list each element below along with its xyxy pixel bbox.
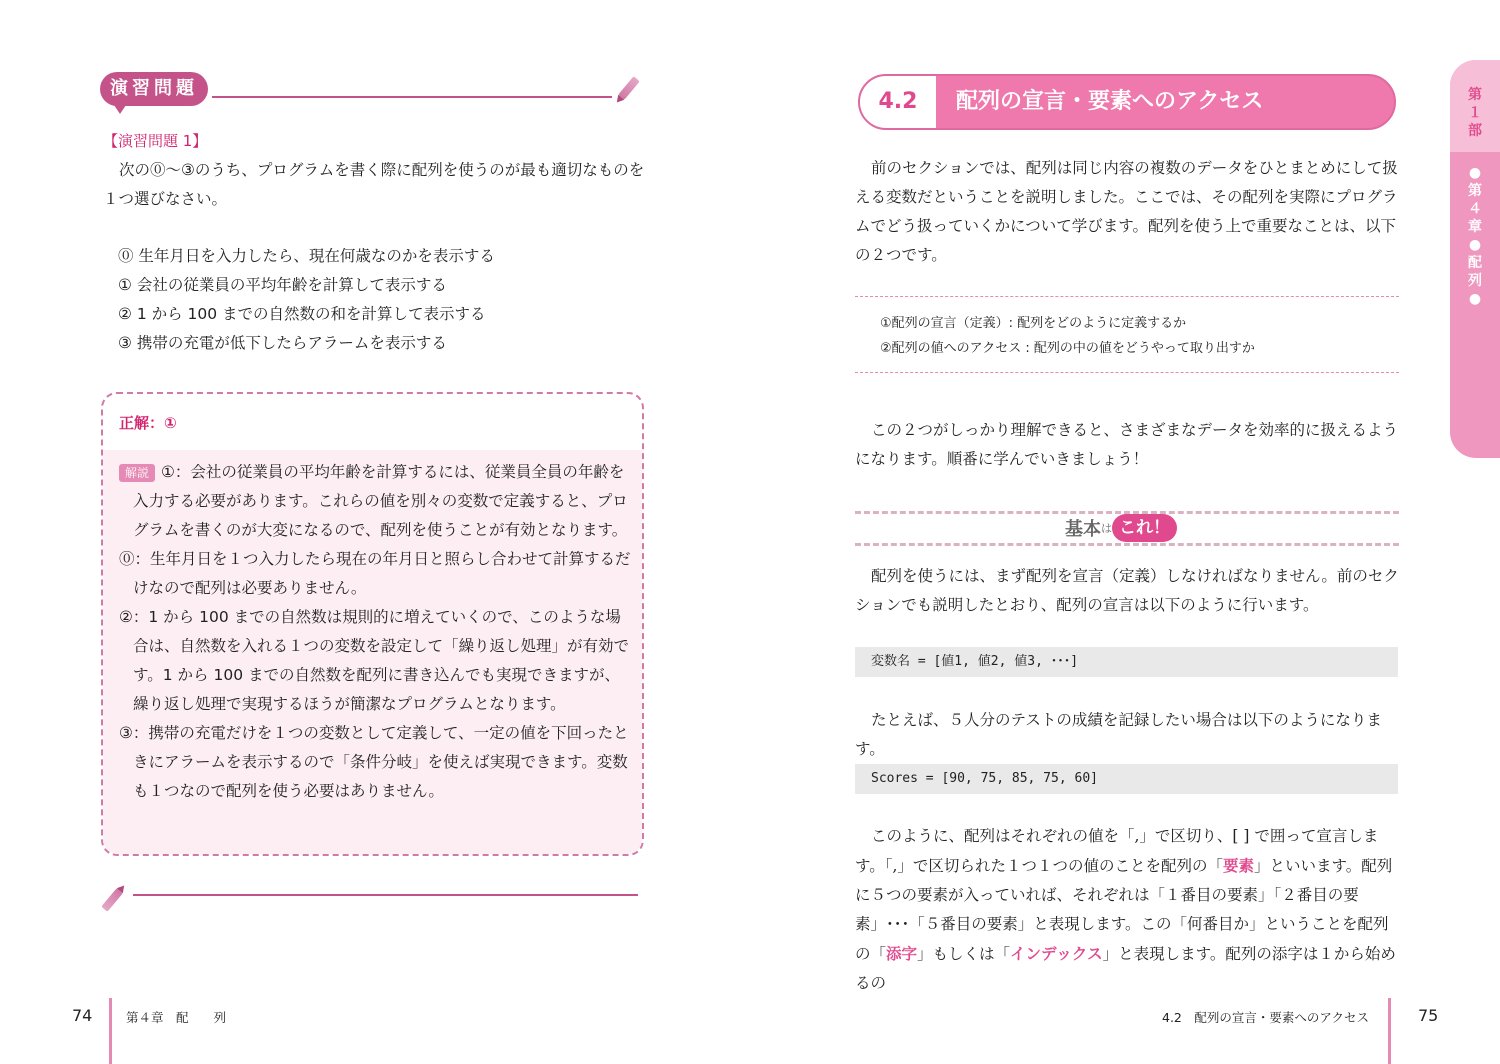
paragraph-text: 配列を使うには、まず配列を宣言（定義）しなければなりません。前のセクションでも説明したとおり、配列の宣言は以下のように行います。 — [855, 567, 1399, 614]
section-title: 配列の宣言・要素へのアクセス — [956, 89, 1264, 114]
right-page — [750, 0, 1500, 1064]
section-number: 4.2 — [860, 76, 936, 128]
explanation-tag: 解説 — [119, 464, 155, 482]
option-item: ③ 携帯の充電が低下したらアラームを表示する — [118, 334, 447, 352]
exercise-header — [100, 70, 645, 110]
paragraph-text: このように、配列はそれぞれの値を「,」で区切り、[ ] で囲って宣言します。「,」で区切られた１つ１つの値のことを配列の「要素」といいます。配列に５つの要素が入っていれば、それぞれは「１番目の要素」「２番目の要素」･･･「５番目の要素」と表現します。この「何番目か」ということを配列の「添字」もしくは「インデックス」と表現します。配列の添字は１から始めるの — [855, 827, 1396, 992]
side-part-label: 第１部 — [1468, 87, 1482, 139]
side-chapter-label: ●第４章●配列● — [1468, 165, 1482, 307]
term-index: インデックス — [1010, 944, 1103, 963]
dashed-rule — [855, 296, 1399, 297]
running-head: 4.2 配列の宣言・要素へのアクセス — [1162, 1010, 1370, 1025]
pencil-icon — [101, 888, 123, 912]
intro-paragraph — [855, 154, 1399, 270]
key-points — [880, 311, 1255, 361]
option-list — [118, 242, 495, 358]
answer-box — [101, 392, 644, 856]
paragraph — [855, 706, 1399, 764]
explanation-panel — [103, 450, 642, 854]
paragraph — [855, 822, 1399, 998]
term-youso: 要素 — [1222, 856, 1254, 875]
key-point: ②配列の値へのアクセス : 配列の中の値をどうやって取り出すか — [880, 341, 1255, 356]
code-block: Scores = [90, 75, 85, 75, 60] — [855, 764, 1398, 794]
running-head: 第４章 配 列 — [126, 1010, 227, 1025]
section-heading — [858, 74, 1396, 130]
key-point: ①配列の宣言（定義）: 配列をどのように定義するか — [880, 316, 1187, 331]
option-item: ⓪ 生年月日を入力したら、現在何歳なのかを表示する — [118, 247, 495, 265]
paragraph — [855, 416, 1399, 474]
basics-title: 基本は これ！ — [1065, 514, 1177, 544]
option-item: ② 1 から 100 までの自然数の和を計算して表示する — [118, 305, 486, 323]
basics-heading — [855, 511, 1399, 547]
dashed-rule — [855, 372, 1399, 373]
explanation-item: ③：携帯の充電だけを１つの変数として定義して、一定の値を下回ったときにアラームを表示するので「条件分岐」を使えば実現できます。変数も１つなので配列を使う必要はありません。 — [119, 724, 629, 800]
page-edge-bar — [1388, 998, 1391, 1064]
answer-header — [103, 394, 642, 451]
code-block: 変数名 = [値1, 値2, 値3, ･･･] — [855, 647, 1398, 677]
paragraph-text: たとえば、５人分のテストの成績を記録したい場合は以下のようになります。 — [855, 711, 1382, 758]
explanation-item: ⓪：生年月日を１つ入力したら現在の年月日と照らし合わせて計算するだけなので配列は必要ありません。 — [119, 550, 631, 597]
page-number: 74 — [72, 1006, 93, 1025]
page-number: 75 — [1418, 1006, 1439, 1025]
exercise-badge: 演習問題 — [100, 72, 208, 106]
question-body — [103, 156, 648, 214]
term-soeji: 添字 — [886, 944, 918, 963]
pencil-icon — [618, 76, 640, 100]
question-title: 【演習問題 1】 — [103, 132, 208, 150]
paragraph — [855, 562, 1399, 620]
bottom-rule — [133, 894, 638, 896]
answer-title: 正解：① — [119, 414, 177, 432]
explanation-item: ②：1 から 100 までの自然数は規則的に増えていくので、このような場合は、自然数を入れる１つの変数を設定して「繰り返し処理」が有効です。1 から 100 までの自然数を配列に書き込んでも実現できますが、繰り返し処理で実現するほうが簡潔なプログラムとなります。 — [119, 608, 630, 713]
intro-text: 前のセクションでは、配列は同じ内容の複数のデータをひとまとめにして扱える変数だということを説明しました。ここでは、その配列を実際にプログラムでどう扱っていくかについて学びます。配列を使う上で重要なことは、以下の２つです。 — [855, 159, 1398, 264]
exercise-header-rule — [212, 96, 612, 98]
paragraph-text: この２つがしっかり理解できると、さまざまなデータを効率的に扱えるようになります。順番に学んでいきましょう！ — [855, 421, 1399, 468]
explanation-text — [119, 458, 631, 806]
page-edge-bar — [109, 998, 112, 1064]
question-text: 次の⓪～③のうち、プログラムを書く際に配列を使うのが最も適切なものを１つ選びなさい。 — [103, 161, 645, 208]
option-item: ① 会社の従業員の平均年齢を計算して表示する — [118, 276, 447, 294]
explanation-item: 解説 ①：会社の従業員の平均年齢を計算するには、従業員全員の年齢を入力する必要があります。これらの値を別々の変数で定義すると、プログラムを書くのが大変になるので、配列を使うことが有効となります。 — [119, 458, 631, 545]
chapter-side-tab — [1450, 60, 1500, 458]
